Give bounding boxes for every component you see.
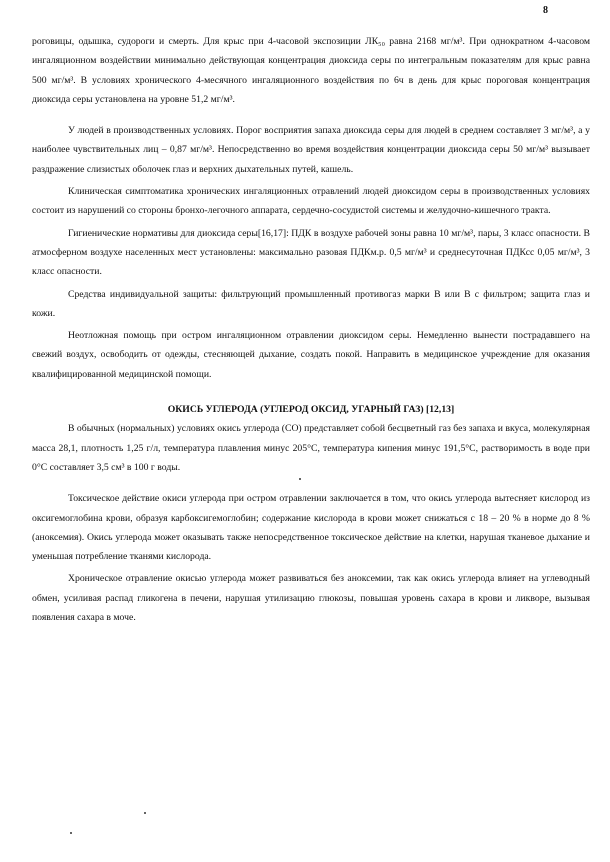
paragraph-human-exposure: У людей в производственных условиях. Порог восприятия запаха диоксида серы для людей в среднем составляет 3 мг/м³, а у наиболее чувствительных лиц – 0,87 мг/м³. Непосредственно во время воздействия концентрации диоксида серы 50 мг/м³ вызывает раздражение слизистых оболочек глаз и верхних дыхательных путей, кашель. [32,125,590,175]
body-text [32,32,590,630]
paragraph-co-acute-toxicity: Токсическое действие окиси углерода при остром отравлении заключается в том, что окись углерода вытесняет кислород из оксигемоглобина крови, образуя карбоксигемоглобин; содержание кислорода в крови может снижаться с 18 – 20 % в норме до 8 % (аноксемия). Окись углерода может оказывать также непосредственное токсическое действие на клетки, нарушая тканевое дыхание и уменьшая потребление тканями кислорода. [32,493,590,563]
scan-speck [70,832,72,834]
scan-speck [144,812,146,814]
paragraph-rat-exposure: роговицы, одышка, судороги и смерть. Для крыс при 4-часовой экспозиции ЛК₅₀ равна 2168 мг/м³. При однократном 4-часовом ингаляционном воздействии минимально действующая концентрация диоксида серы по интегральным показателям для крыс равна 500 мг/м³. В условиях хронического 4-месячного ингаляционного воздействия по 6ч в день для крыс пороговая концентрация диоксида серы установлена на уровне 51,2 мг/м³. [32,36,590,105]
paragraph-co-chronic-toxicity: Хроническое отравление окисью углерода может развиваться без аноксемии, так как окись углерода влияет на углеводный обмен, усиливая распад гликогена в печени, нарушая утилизацию глюкозы, повышая уровень сахара в крови и ликворе, вызывая появления сахара в моче. [32,573,590,624]
section-heading: ОКИСЬ УГЛЕРОДА (УГЛЕРОД ОКСИД, УГАРНЫЙ ГАЗ) [12,13] [167,404,455,416]
page-number: 8 [543,5,548,16]
paragraph-protective-equipment: Средства индивидуальной защиты: фильтрующий промышленный противогаз марки В или В с фильтром; защита глаз и кожи. [32,288,590,319]
paragraph-clinical-symptoms: Клиническая симптоматика хронических ингаляционных отравлений людей диоксидом серы в производственных условиях состоит из нарушений со стороны бронхо-легочного аппарата, сердечно-сосудистой системы и желудочно-кишечного тракта. [32,186,590,217]
paragraph-first-aid: Неотложная помощь при остром ингаляционном отравлении диоксидом серы. Немедленно вынести пострадавшего на свежий воздух, освободить от одежды, стесняющей дыхание, создать покой. Направить в медицинское учреждение для оказания квалифицированной медицинской помощи. [32,330,590,380]
paragraph-hygienic-norms: Гигиенические нормативы для диоксида серы[16,17]: ПДК в воздухе рабочей зоны равна 10 мг/м³, пары, 3 класс опасности. В атмосферном воздухе населенных мест установлены: максимально разовая ПДКм.р. 0,5 мг/м³ и среднесуточная ПДКсс 0,05 мг/м³, 3 класс опасности. [32,227,590,278]
paragraph-co-properties: В обычных (нормальных) условиях окись углерода (СО) представляет собой бесцветный газ без запаха и вкуса, молекулярная масса 28,1, плотность 1,25 г/л, температура плавления минус 205°С, температура кипения минус 191,5°С, растворимость в воде при 0°С составляет 3,5 см³ в 100 г воды. [32,423,590,473]
scan-speck [299,478,301,480]
